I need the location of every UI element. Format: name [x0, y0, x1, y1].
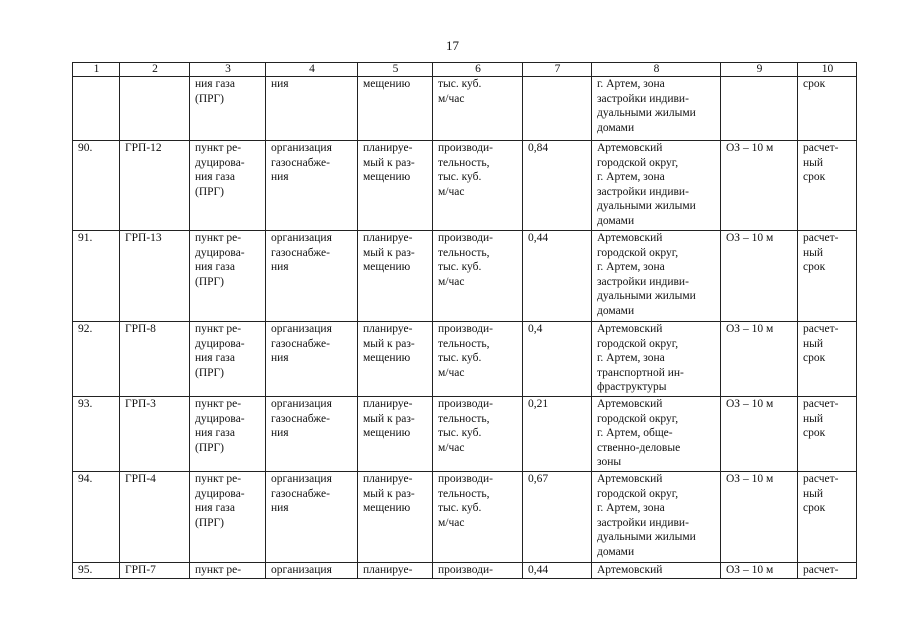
cell-text-line: мещению — [363, 502, 411, 515]
cell-text-line: дуальными жилыми — [597, 107, 696, 120]
cell-text-line: пункт ре- — [195, 142, 242, 154]
cell-text-line: тельность, — [438, 246, 490, 259]
cell-text-line: срок — [803, 502, 826, 515]
table-cell-object-characteristic — [433, 77, 523, 141]
cell-text-line: ОЗ – 10 м — [726, 232, 774, 244]
cell-text-line: дуцирова- — [195, 246, 245, 259]
cell-text-line: г. Артем, зона — [597, 502, 665, 515]
cell-text-line: ный — [803, 412, 824, 425]
cell-text-line: планируе- — [363, 323, 413, 335]
cell-text-line: ния газа — [195, 502, 235, 515]
table-row — [73, 77, 857, 141]
table-cell-object-value — [523, 472, 592, 563]
cell-text-line: (ПРГ) — [195, 366, 225, 379]
cell-text-line: городской округ, — [597, 487, 679, 500]
table-cell-object-status — [358, 231, 433, 322]
cell-text-line: производи- — [438, 323, 493, 335]
cell-text-line: ния газа — [195, 427, 235, 440]
cell-text-line: планируе- — [363, 398, 413, 410]
cell-text-line: г. Артем, зона — [597, 261, 665, 274]
cell-text-line: производи- — [438, 142, 493, 154]
cell-text-line: ния — [271, 502, 289, 515]
cell-text-line: Артемовский — [597, 473, 663, 485]
cell-text-line: городской округ, — [597, 412, 679, 425]
cell-text-line: г. Артем, зона — [597, 352, 665, 365]
cell-text-line: м/час — [438, 516, 465, 529]
cell-text-line: организация — [271, 473, 332, 485]
cell-text-line: организация — [271, 232, 332, 244]
cell-text-line: ОЗ – 10 м — [726, 473, 774, 485]
table-cell-row-number — [73, 77, 120, 141]
cell-text-line: ния газа — [195, 352, 235, 365]
table-cell-object-code — [120, 322, 190, 397]
cell-text-line: газоснабже- — [271, 337, 330, 350]
table-cell-protection-zone — [721, 141, 798, 231]
cell-text-line: домами — [597, 121, 635, 134]
table-cell-object-characteristic — [433, 231, 523, 322]
cell-text-line: 0,4 — [528, 323, 543, 335]
cell-text-line: расчет- — [803, 232, 839, 244]
cell-text-line: тыс. куб. — [438, 427, 482, 440]
table-cell-protection-zone — [721, 472, 798, 563]
cell-text-line: мещению — [363, 427, 411, 440]
table-cell-object-status — [358, 472, 433, 563]
cell-text-line: м/час — [438, 441, 465, 454]
column-number: 3 — [190, 63, 266, 77]
table-row — [73, 397, 857, 472]
cell-text-line: фраструктуры — [597, 381, 667, 394]
cell-text-line: ГРП-4 — [125, 473, 156, 485]
cell-text-line: ния — [271, 78, 289, 90]
table-row — [73, 472, 857, 563]
cell-text-line: домами — [597, 545, 635, 558]
cell-text-line: газоснабже- — [271, 412, 330, 425]
page-number: 17 — [446, 38, 459, 53]
cell-text-line: ГРП-13 — [125, 232, 162, 244]
cell-text-line: Артемовский — [597, 142, 663, 154]
table-cell-object-name — [190, 563, 266, 579]
table-cell-protection-zone — [721, 563, 798, 579]
cell-text-line: тельность, — [438, 156, 490, 169]
table-cell-object-location — [592, 472, 721, 563]
cell-text-line: (ПРГ) — [195, 275, 225, 288]
cell-text-line: производи- — [438, 564, 493, 576]
cell-text-line: дуцирова- — [195, 412, 245, 425]
cell-text-line: расчет- — [803, 564, 839, 576]
cell-text-line: тельность, — [438, 487, 490, 500]
table-cell-implementation-term — [798, 397, 857, 472]
table-cell-object-code — [120, 472, 190, 563]
cell-text-line: мещению — [363, 78, 411, 90]
table-cell-row-number — [73, 322, 120, 397]
cell-text-line: 0,21 — [528, 398, 549, 410]
table-cell-object-name — [190, 397, 266, 472]
column-number: 9 — [721, 63, 798, 77]
table-cell-object-value — [523, 231, 592, 322]
table-cell-object-status — [358, 397, 433, 472]
cell-text-line: дуальными жилыми — [597, 290, 696, 303]
cell-text-line: ния — [271, 427, 289, 440]
table-cell-object-code — [120, 141, 190, 231]
cell-text-line: застройки индиви- — [597, 185, 689, 198]
cell-text-line: расчет- — [803, 323, 839, 335]
cell-text-line: 94. — [78, 473, 93, 485]
cell-text-line: (ПРГ) — [195, 185, 225, 198]
table-cell-object-status — [358, 141, 433, 231]
cell-text-line: ОЗ – 10 м — [726, 142, 774, 154]
cell-text-line: г. Артем, обще- — [597, 427, 673, 440]
table-cell-object-value — [523, 322, 592, 397]
cell-text-line: мый к раз- — [363, 156, 415, 169]
table-cell-row-number — [73, 231, 120, 322]
table-row — [73, 563, 857, 579]
table-cell-object-value — [523, 563, 592, 579]
table-cell-object-code — [120, 231, 190, 322]
column-number: 10 — [798, 63, 857, 77]
cell-text-line: застройки индиви- — [597, 516, 689, 529]
cell-text-line: г. Артем, зона — [597, 171, 665, 184]
cell-text-line: мый к раз- — [363, 487, 415, 500]
table-cell-object-purpose — [266, 472, 358, 563]
cell-text-line: тыс. куб. — [438, 352, 482, 365]
column-number: 7 — [523, 63, 592, 77]
cell-text-line: дуцирова- — [195, 337, 245, 350]
table-cell-implementation-term — [798, 77, 857, 141]
cell-text-line: дуцирова- — [195, 156, 245, 169]
cell-text-line: срок — [803, 171, 826, 184]
cell-text-line: планируе- — [363, 232, 413, 244]
table-cell-object-name — [190, 141, 266, 231]
table-cell-object-code — [120, 397, 190, 472]
cell-text-line: 91. — [78, 232, 93, 244]
cell-text-line: м/час — [438, 275, 465, 288]
table-cell-object-purpose — [266, 231, 358, 322]
cell-text-line: тыс. куб. — [438, 502, 482, 515]
cell-text-line: ния — [271, 352, 289, 365]
cell-text-line: организация — [271, 398, 332, 410]
cell-text-line: дуцирова- — [195, 487, 245, 500]
table-cell-implementation-term — [798, 141, 857, 231]
table-row — [73, 322, 857, 397]
cell-text-line: мещению — [363, 261, 411, 274]
cell-text-line: транспортной ин- — [597, 366, 684, 379]
cell-text-line: м/час — [438, 366, 465, 379]
cell-text-line: тельность, — [438, 412, 490, 425]
table-cell-object-code — [120, 563, 190, 579]
cell-text-line: 0,44 — [528, 564, 549, 576]
cell-text-line: домами — [597, 304, 635, 317]
column-number: 2 — [120, 63, 190, 77]
cell-text-line: срок — [803, 352, 826, 365]
table-cell-implementation-term — [798, 472, 857, 563]
cell-text-line: мещению — [363, 352, 411, 365]
cell-text-line: ОЗ – 10 м — [726, 323, 774, 335]
cell-text-line: городской округ, — [597, 156, 679, 169]
cell-text-line: производи- — [438, 398, 493, 410]
column-number: 6 — [433, 63, 523, 77]
cell-text-line: пункт ре- — [195, 323, 242, 335]
cell-text-line: мый к раз- — [363, 412, 415, 425]
cell-text-line: дуальными жилыми — [597, 200, 696, 213]
cell-text-line: ГРП-3 — [125, 398, 156, 410]
table-cell-object-status — [358, 77, 433, 141]
cell-text-line: ный — [803, 246, 824, 259]
table-cell-object-characteristic — [433, 322, 523, 397]
cell-text-line: тельность, — [438, 337, 490, 350]
table-cell-object-purpose — [266, 322, 358, 397]
table-cell-row-number — [73, 397, 120, 472]
cell-text-line: пункт ре- — [195, 232, 242, 244]
table-cell-object-status — [358, 322, 433, 397]
column-number: 8 — [592, 63, 721, 77]
table-cell-object-name — [190, 322, 266, 397]
cell-text-line: Артемовский — [597, 398, 663, 410]
cell-text-line: городской округ, — [597, 246, 679, 259]
cell-text-line: 92. — [78, 323, 93, 335]
table-row — [73, 231, 857, 322]
table-cell-implementation-term — [798, 231, 857, 322]
cell-text-line: городской округ, — [597, 337, 679, 350]
cell-text-line: Артемовский — [597, 232, 663, 244]
column-number: 4 — [266, 63, 358, 77]
cell-text-line: м/час — [438, 185, 465, 198]
cell-text-line: срок — [803, 78, 826, 90]
cell-text-line: ния газа — [195, 261, 235, 274]
table-cell-implementation-term — [798, 563, 857, 579]
cell-text-line: ния газа — [195, 171, 235, 184]
cell-text-line: м/час — [438, 92, 465, 105]
cell-text-line: организация — [271, 323, 332, 335]
cell-text-line: организация — [271, 564, 332, 576]
table-cell-protection-zone — [721, 397, 798, 472]
table-cell-object-value — [523, 141, 592, 231]
table-cell-object-location — [592, 231, 721, 322]
cell-text-line: 0,67 — [528, 473, 549, 485]
cell-text-line: домами — [597, 214, 635, 227]
table-cell-object-code — [120, 77, 190, 141]
cell-text-line: ный — [803, 337, 824, 350]
cell-text-line: мый к раз- — [363, 337, 415, 350]
table-cell-implementation-term — [798, 322, 857, 397]
cell-text-line: пункт ре- — [195, 564, 242, 576]
cell-text-line: срок — [803, 261, 826, 274]
cell-text-line: (ПРГ) — [195, 441, 225, 454]
table-cell-object-purpose — [266, 141, 358, 231]
table-cell-object-characteristic — [433, 472, 523, 563]
column-number-row — [73, 63, 857, 77]
cell-text-line: 93. — [78, 398, 93, 410]
cell-text-line: застройки индиви- — [597, 92, 689, 105]
cell-text-line: ния — [271, 171, 289, 184]
cell-text-line: ОЗ – 10 м — [726, 398, 774, 410]
cell-text-line: ГРП-7 — [125, 564, 156, 576]
cell-text-line: ный — [803, 156, 824, 169]
cell-text-line: ГРП-8 — [125, 323, 156, 335]
table-cell-row-number — [73, 472, 120, 563]
cell-text-line: планируе- — [363, 142, 413, 154]
cell-text-line: 95. — [78, 564, 93, 576]
table-cell-object-location — [592, 322, 721, 397]
cell-text-line: пункт ре- — [195, 398, 242, 410]
table-cell-row-number — [73, 563, 120, 579]
table-cell-object-name — [190, 231, 266, 322]
cell-text-line: (ПРГ) — [195, 92, 225, 105]
cell-text-line: расчет- — [803, 142, 839, 154]
cell-text-line: газоснабже- — [271, 487, 330, 500]
cell-text-line: производи- — [438, 473, 493, 485]
table-cell-object-value — [523, 77, 592, 141]
table-cell-protection-zone — [721, 77, 798, 141]
cell-text-line: мый к раз- — [363, 246, 415, 259]
cell-text-line: г. Артем, зона — [597, 78, 665, 90]
cell-text-line: ственно-деловые — [597, 441, 681, 454]
cell-text-line: 0,84 — [528, 142, 549, 154]
cell-text-line: ГРП-12 — [125, 142, 162, 154]
cell-text-line: срок — [803, 427, 826, 440]
cell-text-line: планируе- — [363, 564, 413, 576]
cell-text-line: газоснабже- — [271, 246, 330, 259]
table-cell-object-location — [592, 563, 721, 579]
cell-text-line: зоны — [597, 456, 622, 469]
cell-text-line: производи- — [438, 232, 493, 244]
column-number: 1 — [73, 63, 120, 77]
table-cell-object-name — [190, 77, 266, 141]
cell-text-line: тыс. куб. — [438, 171, 482, 184]
cell-text-line: 0,44 — [528, 232, 549, 244]
table-cell-row-number — [73, 141, 120, 231]
table-cell-object-name — [190, 472, 266, 563]
cell-text-line: Артемовский — [597, 323, 663, 335]
table-cell-object-location — [592, 141, 721, 231]
table-cell-object-characteristic — [433, 141, 523, 231]
cell-text-line: застройки индиви- — [597, 275, 689, 288]
cell-text-line: ОЗ – 10 м — [726, 564, 774, 576]
cell-text-line: расчет- — [803, 398, 839, 410]
cell-text-line: ния — [271, 261, 289, 274]
table-cell-object-value — [523, 397, 592, 472]
cell-text-line: дуальными жилыми — [597, 531, 696, 544]
cell-text-line: организация — [271, 142, 332, 154]
column-number: 5 — [358, 63, 433, 77]
table-cell-object-purpose — [266, 397, 358, 472]
cell-text-line: пункт ре- — [195, 473, 242, 485]
cell-text-line: ния газа — [195, 78, 235, 90]
table-cell-object-characteristic — [433, 563, 523, 579]
table-cell-object-status — [358, 563, 433, 579]
cell-text-line: газоснабже- — [271, 156, 330, 169]
cell-text-line: расчет- — [803, 473, 839, 485]
cell-text-line: Артемовский — [597, 564, 663, 576]
cell-text-line: 90. — [78, 142, 93, 154]
cell-text-line: (ПРГ) — [195, 516, 225, 529]
cell-text-line: ный — [803, 487, 824, 500]
table-cell-object-location — [592, 77, 721, 141]
table-cell-protection-zone — [721, 231, 798, 322]
table-row — [73, 141, 857, 231]
cell-text-line: мещению — [363, 171, 411, 184]
table-cell-object-location — [592, 397, 721, 472]
cell-text-line: планируе- — [363, 473, 413, 485]
table-cell-protection-zone — [721, 322, 798, 397]
table-cell-object-purpose — [266, 77, 358, 141]
table-cell-object-purpose — [266, 563, 358, 579]
cell-text-line: тыс. куб. — [438, 261, 482, 274]
table-cell-object-characteristic — [433, 397, 523, 472]
cell-text-line: тыс. куб. — [438, 78, 482, 90]
data-table — [72, 62, 857, 579]
